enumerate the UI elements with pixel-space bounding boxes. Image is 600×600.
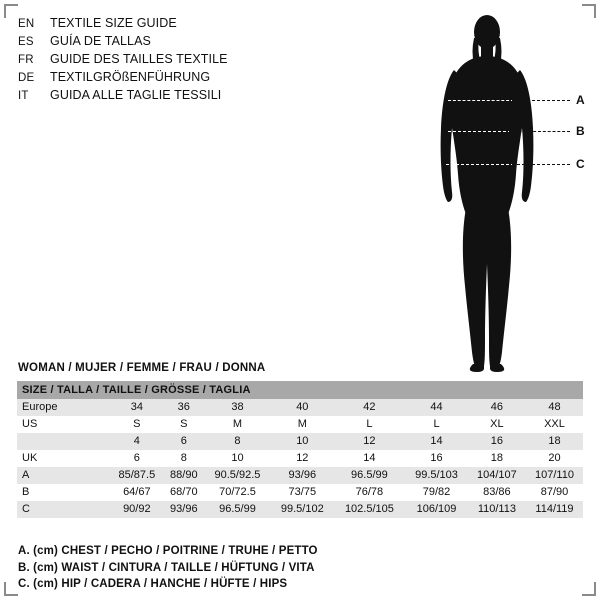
- measure-label-c: C: [576, 157, 585, 171]
- cell: 68/70: [164, 484, 204, 501]
- cell: 96.5/99: [334, 467, 406, 484]
- cell: 42: [334, 399, 406, 416]
- language-code: FR: [18, 54, 34, 66]
- language-row: [18, 32, 348, 50]
- table-header-row: [17, 381, 583, 399]
- row-label: US: [17, 416, 110, 433]
- table-header-label: SIZE / TALLA / TAILLE / GRÖSSE / TAGLIA: [17, 381, 583, 399]
- cell: 36: [164, 399, 204, 416]
- cell: XL: [468, 416, 526, 433]
- cell: 34: [110, 399, 164, 416]
- cell: 99.5/102: [271, 501, 334, 518]
- size-table: [17, 381, 583, 518]
- section-title: WOMAN / MUJER / FEMME / FRAU / DONNA: [18, 362, 266, 374]
- cell: 20: [526, 450, 583, 467]
- cell: 14: [334, 450, 406, 467]
- cell: 64/67: [110, 484, 164, 501]
- cell: 4: [110, 433, 164, 450]
- legend: [18, 543, 578, 593]
- corner-mark-bottom-left: [4, 582, 18, 596]
- cell: 12: [271, 450, 334, 467]
- cell: M: [271, 416, 334, 433]
- language-title: GUIDA ALLE TAGLIE TESSILI: [50, 88, 222, 102]
- cell: 93/96: [164, 501, 204, 518]
- cell: 14: [405, 433, 468, 450]
- cell: L: [405, 416, 468, 433]
- corner-mark-top-left: [4, 4, 18, 18]
- cell: 90.5/92.5: [204, 467, 271, 484]
- language-code: ES: [18, 36, 34, 48]
- cell: 104/107: [468, 467, 526, 484]
- cell: 85/87.5: [110, 467, 164, 484]
- cell: 102.5/105: [334, 501, 406, 518]
- measure-label-a: A: [576, 93, 585, 107]
- cell: XXL: [526, 416, 583, 433]
- figure-area: [400, 8, 590, 378]
- cell: 48: [526, 399, 583, 416]
- cell: 88/90: [164, 467, 204, 484]
- language-row: [18, 68, 348, 86]
- female-body-silhouette-icon: [410, 8, 580, 378]
- cell: 114/119: [526, 501, 583, 518]
- cell: 46: [468, 399, 526, 416]
- measure-line-b: [509, 131, 570, 132]
- cell: 8: [204, 433, 271, 450]
- cell: 93/96: [271, 467, 334, 484]
- cell: 6: [110, 450, 164, 467]
- measure-line-a-inner: [448, 100, 514, 101]
- language-row: [18, 86, 348, 104]
- cell: S: [164, 416, 204, 433]
- language-row: [18, 14, 348, 32]
- cell: 10: [271, 433, 334, 450]
- cell: 106/109: [405, 501, 468, 518]
- cell: 16: [468, 433, 526, 450]
- table-row: [17, 416, 583, 433]
- language-code: DE: [18, 72, 35, 84]
- cell: 110/113: [468, 501, 526, 518]
- language-row: [18, 50, 348, 68]
- language-title: GUIDE DES TAILLES TEXTILE: [50, 52, 228, 66]
- cell: 44: [405, 399, 468, 416]
- cell: 73/75: [271, 484, 334, 501]
- table-row: [17, 399, 583, 416]
- cell: 12: [334, 433, 406, 450]
- language-title: TEXTILGRÖßENFÜHRUNG: [50, 70, 211, 84]
- cell: M: [204, 416, 271, 433]
- cell: 8: [164, 450, 204, 467]
- measure-label-b: B: [576, 124, 585, 138]
- cell: 107/110: [526, 467, 583, 484]
- row-label: B: [17, 484, 110, 501]
- legend-row-b: B. (cm) WAIST / CINTURA / TAILLE / HÜFTUNG / VITA: [18, 561, 315, 574]
- language-title-block: [18, 14, 348, 104]
- measure-line-b-inner: [448, 131, 511, 132]
- language-title: GUÍA DE TALLAS: [50, 34, 151, 48]
- cell: 76/78: [334, 484, 406, 501]
- cell: 16: [405, 450, 468, 467]
- language-code: IT: [18, 90, 29, 102]
- table-row: [17, 501, 583, 518]
- cell: 79/82: [405, 484, 468, 501]
- legend-row-c: C. (cm) HIP / CADERA / HANCHE / HÜFTE / HIPS: [18, 578, 288, 590]
- table-row: [17, 433, 583, 450]
- language-code: EN: [18, 18, 35, 30]
- row-label: C: [17, 501, 110, 518]
- cell: 18: [468, 450, 526, 467]
- measure-line-c-inner: [446, 164, 514, 165]
- legend-row-a: A. (cm) CHEST / PECHO / POITRINE / TRUHE / PETTO: [18, 545, 318, 557]
- cell: 6: [164, 433, 204, 450]
- measure-line-c: [512, 164, 570, 165]
- cell: 90/92: [110, 501, 164, 518]
- cell: 83/86: [468, 484, 526, 501]
- measure-line-a: [512, 100, 570, 101]
- cell: 10: [204, 450, 271, 467]
- cell: 18: [526, 433, 583, 450]
- row-label: UK: [17, 450, 110, 467]
- corner-mark-bottom-right: [582, 582, 596, 596]
- cell: 38: [204, 399, 271, 416]
- row-label: [17, 433, 110, 450]
- table-row: [17, 450, 583, 467]
- cell: L: [334, 416, 406, 433]
- cell: 99.5/103: [405, 467, 468, 484]
- cell: 40: [271, 399, 334, 416]
- row-label: A: [17, 467, 110, 484]
- row-label: Europe: [17, 399, 110, 416]
- language-title: TEXTILE SIZE GUIDE: [50, 16, 177, 30]
- cell: 70/72.5: [204, 484, 271, 501]
- cell: 96.5/99: [204, 501, 271, 518]
- cell: 87/90: [526, 484, 583, 501]
- table-row: [17, 484, 583, 501]
- cell: S: [110, 416, 164, 433]
- table-row: [17, 467, 583, 484]
